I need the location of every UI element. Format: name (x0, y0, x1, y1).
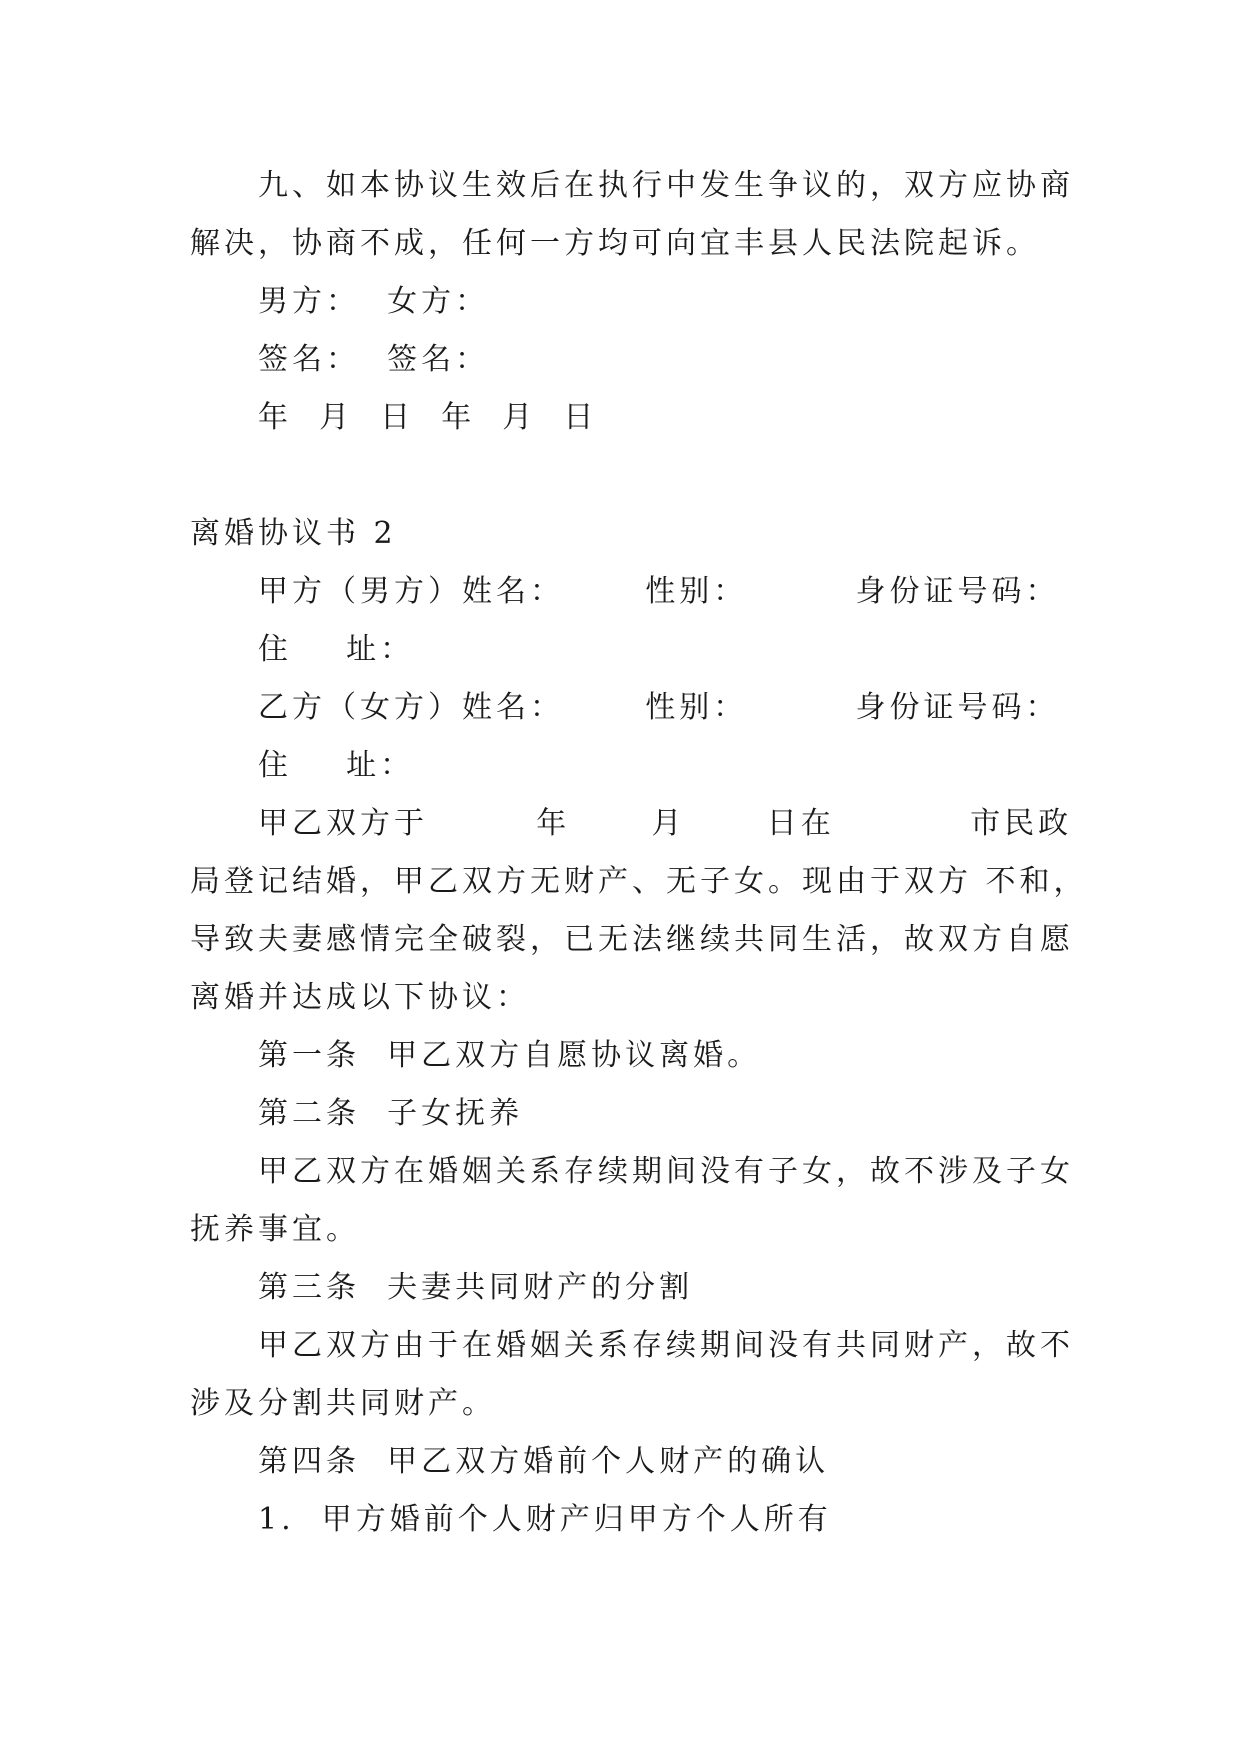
clause-nine-line-1: 九、如本协议生效后在执行中发生争议的，双方应协商 (258, 168, 1074, 203)
intro-line-4: 离婚并达成以下协议： (190, 980, 530, 1015)
article-one: 第一条 甲乙双方自愿协议离婚。 (258, 1038, 762, 1073)
article-two-line-2: 抚养事宜。 (190, 1212, 360, 1247)
party-a-address: 住 址： (258, 632, 415, 667)
signature-labels: 签名： 签名： (258, 342, 490, 377)
party-b-info: 乙方（女方）姓名： 性别： 身份证号码： (258, 690, 1060, 725)
article-three-line-2: 涉及分割共同财产。 (190, 1386, 496, 1421)
article-two-heading: 第二条 子女抚养 (258, 1096, 524, 1131)
article-three-line-1: 甲乙双方由于在婚姻关系存续期间没有共同财产，故不 (258, 1328, 1074, 1363)
party-labels: 男方： 女方： (258, 284, 490, 319)
document-title: 离婚协议书 2 (190, 516, 397, 551)
article-four-item-1: 1. 甲方婚前个人财产归甲方个人所有 (258, 1502, 832, 1537)
party-b-address: 住 址： (258, 748, 415, 783)
intro-line-3: 导致夫妻感情完全破裂，已无法继续共同生活，故双方自愿 (190, 922, 1074, 957)
clause-nine-line-2: 解决，协商不成，任何一方均可向宜丰县人民法院起诉。 (190, 226, 1040, 261)
date-labels: 年 月 日 年 月 日 (258, 400, 598, 435)
article-three-heading: 第三条 夫妻共同财产的分割 (258, 1270, 694, 1305)
article-two-line-1: 甲乙双方在婚姻关系存续期间没有子女，故不涉及子女 (258, 1154, 1074, 1189)
article-four-heading: 第四条 甲乙双方婚前个人财产的确认 (258, 1444, 830, 1479)
party-a-info: 甲方（男方）姓名： 性别： 身份证号码： (258, 574, 1060, 609)
intro-line-1: 甲乙双方于 年 月 日在 市民政 (258, 806, 1073, 841)
intro-line-2: 局登记结婚，甲乙双方无财产、无子女。现由于双方 不和， (190, 864, 1088, 899)
